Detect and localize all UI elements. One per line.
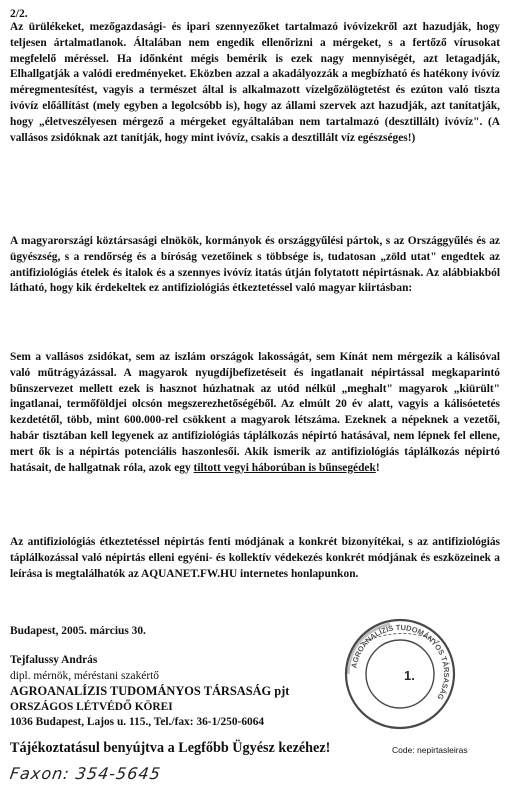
signer-name: Tejfalussy András — [10, 654, 98, 666]
signature-block — [10, 653, 289, 731]
submission-notice: Tájékoztatásul benyújtva a Legfőbb Ügyész kezéhez! — [10, 740, 331, 756]
handwritten-fax-number: Faxon: 354-5645 — [8, 764, 163, 783]
underlined-phrase: tiltott vegyi háborúban is bűnsegédek — [193, 461, 376, 474]
official-stamp — [330, 614, 470, 734]
stamp-graphic — [330, 614, 470, 734]
stamp-inner-ring — [366, 640, 434, 708]
signer-title: dipl. mérnök, méréstani szakértő — [10, 669, 159, 682]
stamp-outer-ring — [346, 620, 454, 728]
paragraph-end: ! — [375, 461, 380, 474]
address-line: 1036 Budapest, Lajos u. 115., Tel./fax: 36-1/250-6064 — [10, 716, 265, 729]
paragraph-authorities: A magyarországi köztársasági elnökök, kormányok és országgyűlési pártok, s az Országgyűlés és az ügyészség, s a rendőrség és a bíróság vezetőinek s többsége is, tudatosan „zöld utat" engedtek az antifiziológiás ételek és italok és a szennyes ivóvíz itatás útján folytatott népirtásnak. Az alábbiakból látható, hogy kik érdekeltek ez antifiziológiás étkeztetéssel való magyar kiirtásban: — [10, 235, 500, 295]
paragraph-drinking-water: Az ürülékeket, mezőgazdasági- és ipari szennyezőket tartalmazó ivóvizekről azt hazudják, hogy teljesen ártalmatlanok. Általában nem engedik ellenőrizni a mérgeket, s a fertőző vírusokat megfelelő méréssel. Ha időnként mégis bemérik is ezek nagy mennyiségét, azt letagadják, Elhallgatják a valódi eredményeket. Eközben azzal a akadályozzák a megbízható és hatékony ivóvíz méregmentesítést, vagyis a természet által is alkalmazott vízelgőzölögtetést és ezúton való tiszta ivóvíz előállítást (mely egyben a legolcsóbb is), hogy az állami szervek azt hazudják, azt tanítatják, hogy „életveszélyesen mérgező a mérgeket egyáltalában nem tartalmazó (desztillált) ivóvíz". (A vallásos zsidóknak azt tanítják, hogy mint ivóvíz, csakis a desztillált víz egészséges!) — [10, 21, 500, 144]
paragraph-interested-parties — [10, 350, 500, 476]
stamp-center-number: 1. — [404, 668, 415, 683]
page-number: 2/2. — [10, 8, 28, 20]
paragraph-evidence: Az antifiziológiás étkeztetéssel népirtás fenti módjának a konkrét bizonyítékai, s az antifiziológiás táplálkozással való népirtás elleni egyéni- és kollektív védekezés konkrét módjának és eszközeinek a leírása is megtalálhatók az AQUANET.FW.HU internetes honlapunkon. — [10, 536, 500, 580]
paragraph-text: Sem a vallásos zsidókat, sem az iszlám országok lakosságát, sem Kínát nem mérgezik a kálisóval való műtrágyázással. A magyarok nyugdíjbefizetéseit és ingatlanait népirtással megkaparintó bűnszervezet mellett ezek is hasznot húzhatnak az utód nélkül „meghalt" magyarok „kiürült" ingatlanai, termőföldjei olcsón megszerezhetőségéből. Az elmúlt 20 év alatt, vagyis a kálisóetetés kezdetétől, több, mint 600.000-rel csökkent a magyarok létszáma. Ezeknek a népeknek a vezetői, habár tisztában kell legyenek az antifiziológiás táplálkozás népirtó hatásával, nem lépnek fel ellene, mert ők is a népirtás potenciális haszonlesői. Akik ismerik az antifiziológiás táplálkozás népirtó hatásait, de hallgatnak róla, azok egy — [10, 351, 500, 474]
organization-name: AGROANALÍZIS TUDOMÁNYOS TÁRSASÁG pjt — [10, 684, 290, 699]
organization-subtitle: ORSZÁGOS LÉTVÉDŐ KÖREI — [10, 700, 173, 713]
document-code: Code: nepirtasleiras — [392, 745, 468, 755]
stamp-ring-text: AGROANALÍZIS TUDOMÁNYOS TÁRSASÁG — [349, 622, 452, 702]
date-line: Budapest, 2005. március 30. — [10, 625, 146, 637]
